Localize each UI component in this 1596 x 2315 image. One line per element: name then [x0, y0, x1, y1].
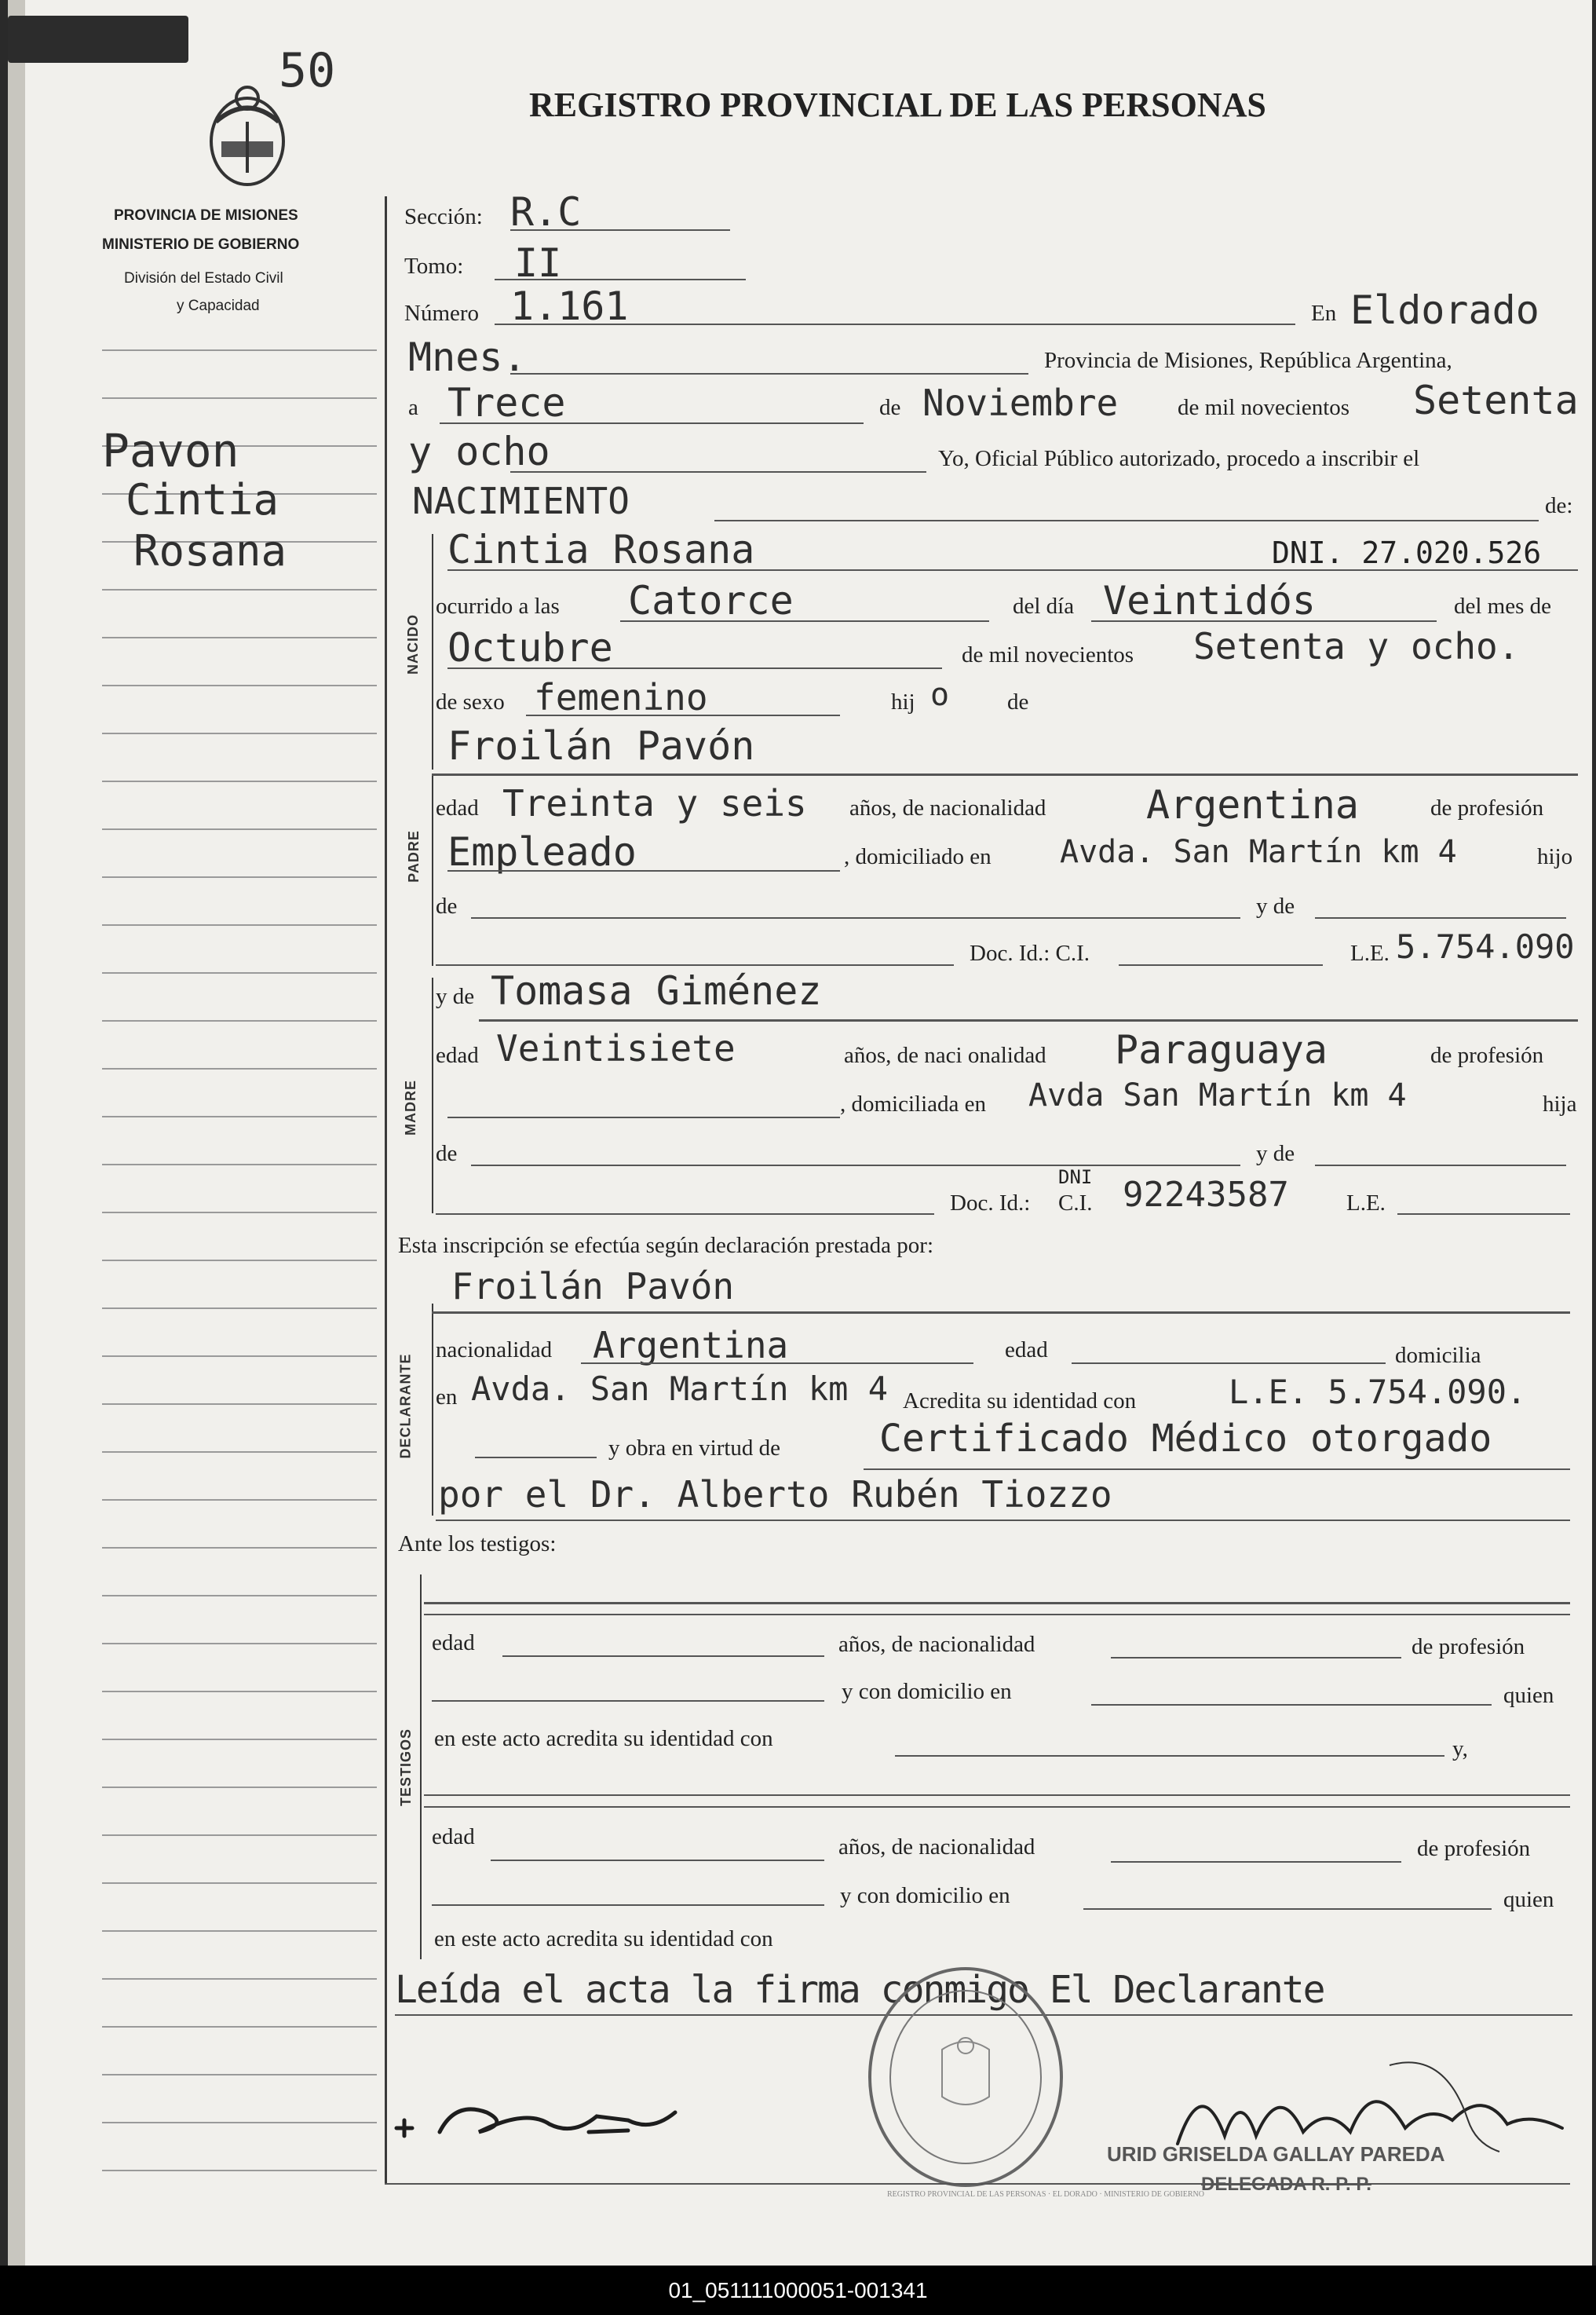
numero-line	[495, 324, 1295, 325]
madre-padres-line	[471, 1165, 1240, 1166]
padre-le-value: 5.754.090	[1396, 927, 1575, 966]
testigo-1-nac-line	[1111, 1657, 1401, 1659]
declarante-por-value: por el Dr. Alberto Rubén Tiozzo	[438, 1473, 1112, 1516]
officer-title: DELEGADA R. P. P.	[1201, 2174, 1371, 2195]
en-value: Eldorado	[1350, 287, 1539, 333]
margin-note-name-1: Cintia	[126, 475, 279, 525]
declarante-nac-value: Argentina	[593, 1324, 789, 1366]
acto-line	[714, 520, 1539, 521]
acto-value: NACIMIENTO	[412, 480, 630, 522]
del-mes-label: del mes de	[1454, 594, 1552, 619]
coat-of-arms-emblem	[204, 75, 290, 192]
madre-ci-value: 92243587	[1123, 1175, 1289, 1215]
margin-rule-line	[102, 1020, 377, 1022]
padre-section-label: PADRE	[405, 830, 422, 883]
testigos-bracket	[420, 1574, 422, 1959]
declarante-bracket	[432, 1304, 433, 1516]
declarante-acredita-label: Acredita su identidad con	[903, 1388, 1137, 1414]
a-label: a	[408, 395, 418, 420]
testigo-1-quien-label: quien	[1503, 1683, 1554, 1708]
nacido-section-label: NACIDO	[405, 614, 421, 675]
madre-dom-value: Avda San Martín km 4	[1028, 1077, 1407, 1114]
nacido-dia-value: Veintidós	[1103, 578, 1316, 624]
margin-rule-line	[102, 1595, 377, 1596]
agency-line-4: y Capacidad	[177, 298, 260, 314]
margin-rule-line	[102, 1116, 377, 1117]
testigo-2-acredita-label: en este acto acredita su identidad con	[434, 1926, 773, 1951]
margin-rule-line	[102, 924, 377, 926]
tomo-label: Tomo:	[404, 254, 464, 279]
declarante-acredita-value: L.E. 5.754.090.	[1229, 1373, 1527, 1411]
margin-rule-line	[102, 781, 377, 782]
nacido-dni-value: DNI. 27.020.526	[1272, 536, 1542, 570]
margin-note-name-2: Rosana	[133, 526, 287, 576]
leida-note: Leída el acta la firma conmigo El Declarante	[395, 1968, 1324, 2012]
margin-rule-line	[102, 1882, 377, 1884]
madre-nac-value: Paraguaya	[1115, 1027, 1328, 1073]
madre-hija-label: hija	[1543, 1092, 1577, 1117]
testigos-intro: Ante los testigos:	[398, 1531, 557, 1556]
margin-rule-line	[102, 637, 377, 638]
madre-doc-label: Doc. Id.:	[950, 1190, 1031, 1216]
nacido-bracket	[432, 534, 433, 770]
madre-ci-label: C.I.	[1058, 1190, 1093, 1216]
file-id-text: 01_051111000051-001341	[668, 2277, 928, 2302]
declarant-signature	[393, 2085, 738, 2156]
margin-rule-line	[102, 2026, 377, 2028]
main-column-rule	[385, 196, 387, 2183]
page-number: 50	[279, 43, 336, 98]
nacido-anio-value: Setenta y ocho.	[1193, 625, 1520, 667]
declarante-edad-line	[1072, 1362, 1386, 1364]
testigo-1-dom-label: y con domicilio en	[842, 1679, 1012, 1704]
margin-rule-line	[102, 1164, 377, 1165]
margin-rule-line	[102, 1307, 377, 1309]
anio-value-continued: y ocho	[408, 429, 550, 474]
margin-rule-line	[102, 1787, 377, 1788]
declarante-virtud-line-start	[475, 1457, 597, 1458]
padre-hijo-label: hijo	[1537, 844, 1573, 869]
ocurrido-label: ocurrido a las	[436, 594, 560, 619]
declarante-virtud-line	[864, 1468, 1570, 1470]
padre-le-label: L.E.	[1350, 941, 1390, 966]
declarante-name-line	[432, 1311, 1570, 1314]
hij-value: o	[930, 677, 950, 713]
padre-y-de-label: y de	[1256, 894, 1295, 919]
testigo-2-nac-line	[1111, 1861, 1401, 1863]
padre-ci-line	[1119, 964, 1323, 966]
nacido-mes-line	[447, 667, 942, 669]
margin-rule-line	[102, 2122, 377, 2123]
binding-tab	[8, 16, 188, 63]
margin-rule-line	[102, 1739, 377, 1740]
declarante-section-label: DECLARANTE	[397, 1353, 414, 1459]
testigo-2-edad-line	[491, 1860, 824, 1861]
agency-line-2: MINISTERIO DE GOBIERNO	[102, 236, 300, 253]
sexo-line	[526, 715, 840, 716]
margin-rule-line	[102, 733, 377, 734]
testigos-section-label: TESTIGOS	[398, 1728, 415, 1807]
padre-dom-label: , domiciliado en	[844, 844, 992, 869]
padre-name-line	[432, 773, 1578, 776]
testigo-1-prof-line	[432, 1700, 824, 1702]
margin-rule-line	[102, 1643, 377, 1644]
padre-name-value: Froilán Pavón	[447, 723, 755, 769]
nacido-dia-line	[1091, 620, 1437, 622]
declarante-edad-label: edad	[1005, 1337, 1048, 1362]
madre-edad-label: edad	[436, 1043, 479, 1068]
anio-line	[510, 471, 926, 473]
padre-nac-label: años, de nacionalidad	[849, 795, 1046, 821]
madre-le-line	[1397, 1213, 1570, 1215]
numero-value: 1.161	[510, 283, 629, 329]
margin-rule-line	[102, 1068, 377, 1070]
seccion-value: R.C	[510, 189, 582, 235]
sexo-label: de sexo	[436, 689, 505, 715]
madre-dom-label: , domiciliada en	[840, 1092, 987, 1117]
madre-bracket	[432, 978, 433, 1213]
declarante-virtud-label: y obra en virtud de	[608, 1435, 781, 1461]
mes-value: Noviembre	[922, 382, 1119, 424]
dia-value: Trece	[447, 380, 566, 426]
margin-rule-line	[102, 1691, 377, 1692]
madre-section-label: MADRE	[403, 1080, 418, 1136]
margin-rule-line	[102, 1212, 377, 1213]
testigo-1-y-label: y,	[1452, 1736, 1468, 1761]
declarante-dom-value: Avda. San Martín km 4	[471, 1370, 889, 1408]
margin-rule-line	[102, 1260, 377, 1261]
testigo-1-dom-line	[1091, 1704, 1492, 1706]
testigo-2-dom-line	[1083, 1908, 1492, 1910]
testigo-2-prof-line	[432, 1904, 824, 1906]
padre-nac-value: Argentina	[1146, 782, 1359, 828]
file-id-footer	[0, 2266, 1596, 2315]
madre-prof-label: de profesión	[1430, 1043, 1544, 1068]
margin-rule-line	[102, 397, 377, 399]
padre-prof-value: Empleado	[447, 829, 637, 875]
nacido-name-value: Cintia Rosana	[447, 527, 755, 572]
declarante-intro: Esta inscripción se efectúa según declaración prestada por:	[398, 1233, 934, 1258]
padre-edad-label: edad	[436, 795, 479, 821]
hora-line	[620, 620, 989, 622]
sexo-value: femenino	[534, 676, 708, 719]
testigo-2-quien-label: quien	[1503, 1887, 1554, 1912]
bottom-rule	[385, 2183, 1570, 2185]
agency-line-3: División del Estado Civil	[124, 270, 283, 287]
madre-de-label: de	[436, 1141, 458, 1166]
nacido-mil-text: de mil novecientos	[962, 642, 1134, 667]
testigo-2-edad-label: edad	[432, 1824, 475, 1849]
padre-edad-value: Treinta y seis	[502, 782, 807, 825]
testigo-1-edad-label: edad	[432, 1630, 475, 1655]
margin-rule-line	[102, 2074, 377, 2075]
madre-prof-line	[447, 1117, 840, 1118]
padre-doc-label: Doc. Id.: C.I.	[970, 941, 1090, 966]
margin-rule-line	[102, 1978, 377, 1980]
seal-text: REGISTRO PROVINCIAL DE LAS PERSONAS · EL DORADO · MINISTERIO DE GOBIERNO	[887, 2190, 1204, 2199]
padre-de-label: de	[436, 894, 458, 919]
declarante-name-value: Froilán Pavón	[451, 1265, 735, 1307]
madre-name-line	[479, 1019, 1578, 1022]
declarante-en-label: en	[436, 1384, 458, 1410]
testigo-2-name-line-2	[424, 1806, 1570, 1808]
madre-le-label: L.E.	[1346, 1190, 1386, 1216]
padre-bracket	[432, 773, 433, 966]
margin-rule-line	[102, 828, 377, 830]
declarante-dom-label: domicilia	[1395, 1343, 1481, 1368]
seccion-line	[510, 229, 730, 231]
margin-rule-line	[102, 349, 377, 351]
hij-de-label: de	[1007, 689, 1029, 715]
nacido-mes-value: Octubre	[447, 625, 613, 671]
seccion-label: Sección:	[404, 204, 483, 229]
agency-line-1: PROVINCIA DE MISIONES	[114, 207, 298, 224]
provincia-text: Provincia de Misiones, República Argentina,	[1044, 348, 1452, 373]
padre-prof-line	[447, 870, 840, 872]
tomo-value: II	[514, 240, 562, 286]
tomo-line	[495, 279, 746, 280]
testigo-1-acredita-label: en este acto acredita su identidad con	[434, 1726, 773, 1751]
hij-label: hij	[891, 689, 915, 715]
en-label: En	[1311, 301, 1337, 326]
official-seal-stamp	[864, 1963, 1068, 2191]
oficial-text: Yo, Oficial Público autorizado, procedo a inscribir el	[938, 446, 1420, 471]
margin-rule-line	[102, 1403, 377, 1405]
testigo-2-dom-label: y con domicilio en	[840, 1883, 1010, 1908]
margin-rule-line	[102, 589, 377, 591]
officer-name: URID GRISELDA GALLAY PAREDA	[1107, 2142, 1445, 2166]
margin-rule-line	[102, 1834, 377, 1836]
testigo-1-acredita-line	[895, 1755, 1444, 1757]
declarante-virtud-value: Certificado Médico otorgado	[879, 1417, 1492, 1461]
document-page	[8, 0, 1592, 2266]
testigo-1-nac-label: años, de nacionalidad	[838, 1632, 1035, 1657]
mil-text: de mil novecientos	[1178, 395, 1350, 420]
hora-value: Catorce	[628, 578, 794, 624]
testigo-2-name-line	[424, 1794, 1570, 1796]
padre-padres-line-2	[1315, 917, 1566, 919]
de-colon-label: de:	[1545, 493, 1573, 518]
madre-padres-line-2	[1315, 1165, 1566, 1166]
testigo-2-prof-label: de profesión	[1417, 1836, 1531, 1861]
del-dia-label: del día	[1013, 594, 1075, 619]
testigo-1-prof-label: de profesión	[1412, 1634, 1525, 1659]
margin-rule-line	[102, 1930, 377, 1932]
dia-line	[440, 422, 864, 424]
madre-doc-line-start	[436, 1213, 934, 1215]
margin-note-surname: Pavon	[102, 424, 239, 477]
testigo-1-name-line-2	[424, 1614, 1570, 1615]
margin-rule-line	[102, 876, 377, 878]
declarante-nac-line	[581, 1362, 973, 1364]
madre-y-de2-label: y de	[1256, 1141, 1295, 1166]
page-title: REGISTRO PROVINCIAL DE LAS PERSONAS	[529, 86, 1266, 124]
madre-y-de-label: y de	[436, 984, 475, 1009]
anio-value: Setenta	[1413, 378, 1579, 423]
numero-label: Número	[404, 301, 480, 326]
testigo-1-edad-line	[502, 1655, 824, 1657]
margin-rule-line	[102, 1499, 377, 1501]
declarante-por-line	[436, 1520, 1570, 1521]
de-label: de	[879, 395, 901, 420]
padre-dom-value: Avda. San Martín km 4	[1060, 834, 1457, 870]
testigo-2-nac-label: años, de nacionalidad	[838, 1834, 1035, 1860]
madre-edad-value: Veintisiete	[496, 1027, 736, 1070]
binder-edge	[8, 0, 25, 2266]
madre-dni-mark: DNI	[1058, 1166, 1093, 1188]
madre-name-value: Tomasa Giménez	[491, 968, 822, 1014]
margin-rule-line	[102, 685, 377, 686]
margin-rule-line	[102, 2170, 377, 2171]
margin-rule-line	[102, 1547, 377, 1549]
mnes-line	[510, 373, 1028, 375]
testigo-1-name-line	[424, 1602, 1570, 1604]
margin-rule-line	[102, 1451, 377, 1453]
margin-rule-line	[102, 1355, 377, 1357]
mnes-value: Mnes.	[408, 335, 527, 380]
madre-nac-label: años, de naci onalidad	[844, 1043, 1046, 1068]
padre-padres-line	[471, 917, 1240, 919]
margin-rule-line	[102, 972, 377, 974]
padre-prof-label: de profesión	[1430, 795, 1544, 821]
declarante-nac-label: nacionalidad	[436, 1337, 553, 1362]
padre-doc-line-start	[436, 964, 954, 966]
